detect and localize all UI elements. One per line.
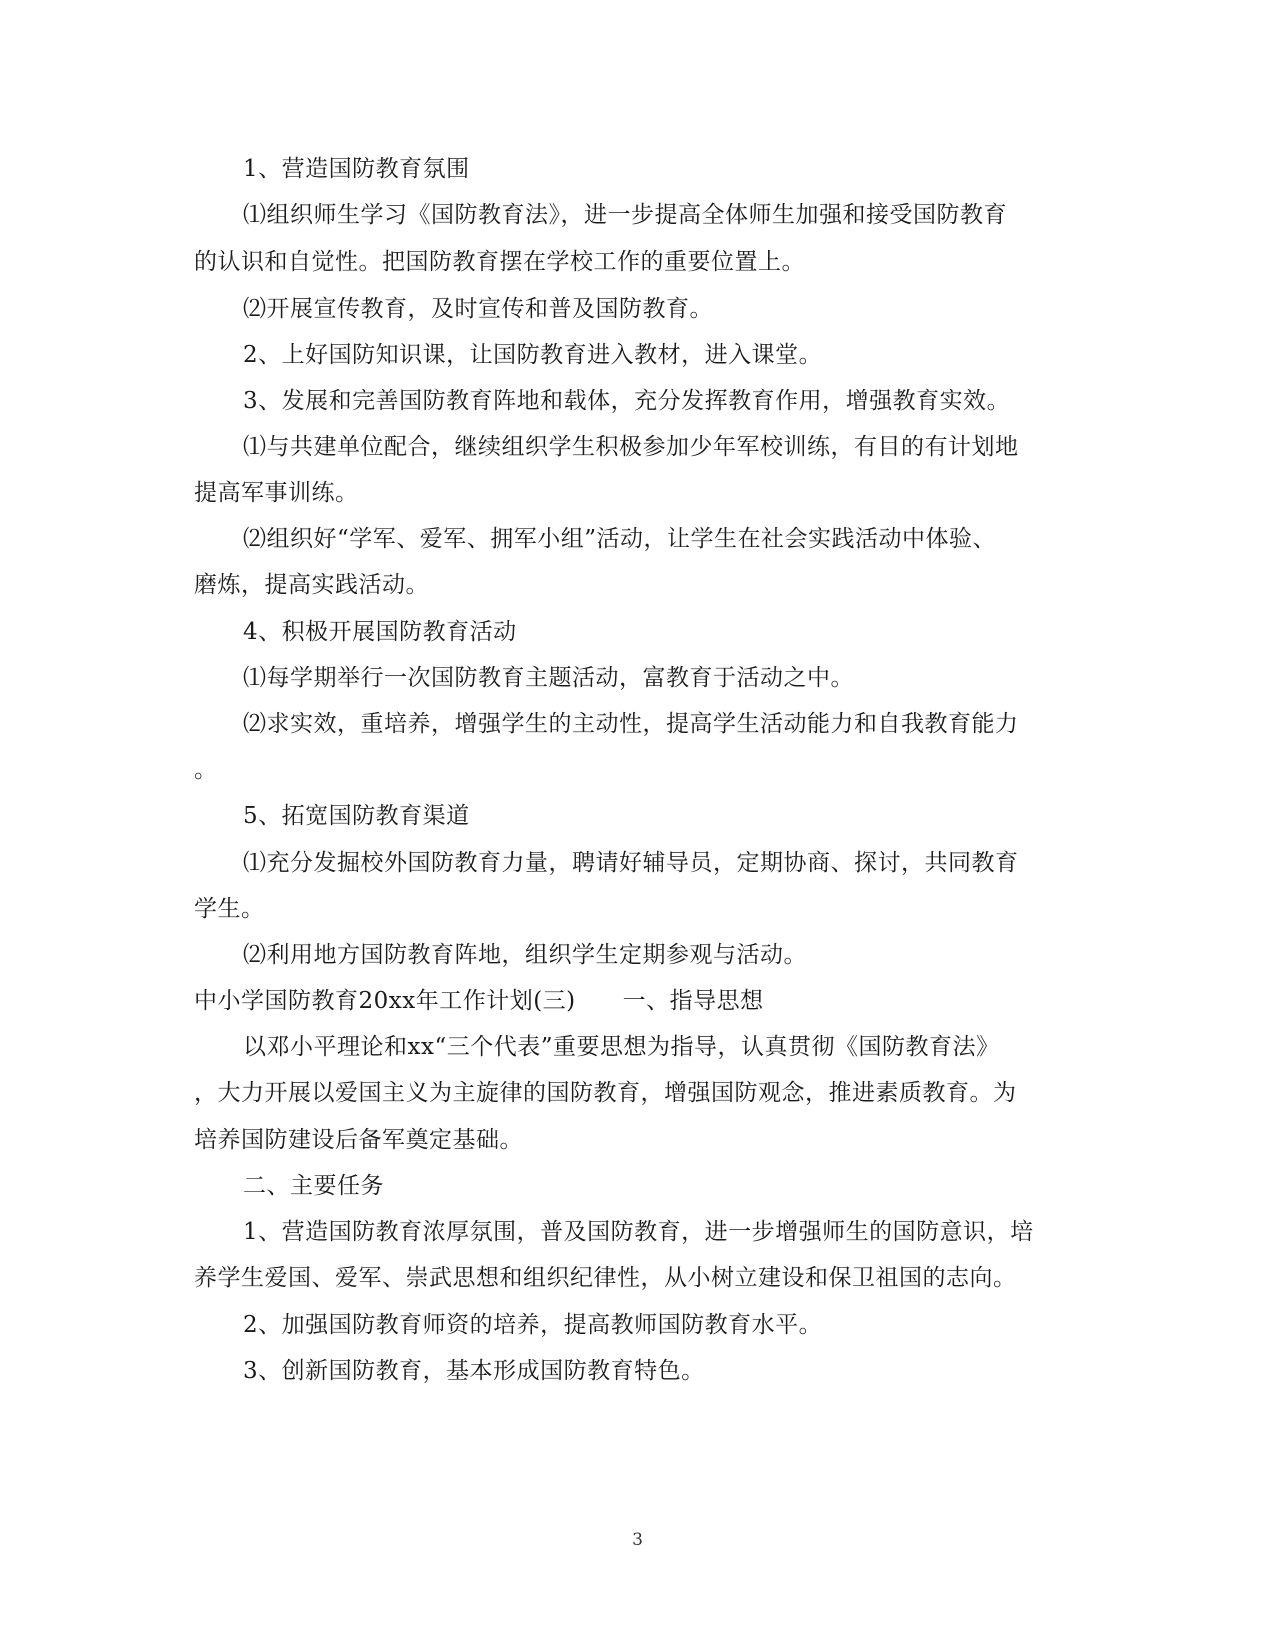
- text-line: 的认识和自觉性。把国防教育摆在学校工作的重要位置上。: [194, 249, 805, 275]
- text-line: 培养国防建设后备军奠定基础。: [194, 1127, 523, 1153]
- text-line: 磨炼，提高实践活动。: [194, 572, 429, 598]
- text-line: 5、拓宽国防教育渠道: [243, 803, 470, 829]
- text-line: 1、营造国防教育浓厚氛围，普及国防教育，进一步增强师生的国防意识，培: [243, 1219, 1034, 1245]
- text-line: 2、上好国防知识课，让国防教育进入教材，进入课堂。: [243, 342, 823, 368]
- text-line: ⑴组织师生学习《国防教育法》，进一步提高全体师生加强和接受国防教育: [243, 202, 1007, 228]
- text-line: ，大力开展以爱国主义为主旋律的国防教育，增强国防观念，推进素质教育。为: [194, 1080, 1017, 1106]
- text-line: 提高军事训练。: [194, 480, 359, 506]
- subsection-heading: 二、主要任务: [243, 1173, 384, 1199]
- text-line: 3、发展和完善国防教育阵地和载体，充分发挥教育作用，增强教育实效。: [243, 388, 1011, 414]
- text-line: ⑵开展宣传教育，及时宣传和普及国防教育。: [243, 296, 713, 322]
- text-line: ⑵利用地方国防教育阵地，组织学生定期参观与活动。: [243, 942, 807, 968]
- text-line: 学生。: [194, 896, 265, 922]
- text-line: ⑵求实效，重培养，增强学生的主动性，提高学生活动能力和自我教育能力: [243, 711, 1019, 737]
- text-line: ⑴充分发掘校外国防教育力量，聘请好辅导员，定期协商、探讨，共同教育: [243, 850, 1019, 876]
- text-line: ⑴每学期举行一次国防教育主题活动，富教育于活动之中。: [243, 665, 854, 691]
- page-number: 3: [632, 1530, 643, 1550]
- section-heading: 中小学国防教育20xx年工作计划(三) 一、指导思想: [194, 988, 764, 1014]
- text-line: ⑴与共建单位配合，继续组织学生积极参加少年军校训练，有目的有计划地: [243, 434, 1019, 460]
- text-line: 4、积极开展国防教育活动: [243, 619, 517, 645]
- text-line: 以邓小平理论和xx“三个代表”重要思想为指导，认真贯彻《国防教育法》: [243, 1034, 1000, 1060]
- text-line: 1、营造国防教育氛围: [243, 156, 470, 182]
- text-line: 。: [194, 757, 218, 783]
- text-line: 2、加强国防教育师资的培养，提高教师国防教育水平。: [243, 1312, 823, 1338]
- text-line: 3、创新国防教育，基本形成国防教育特色。: [243, 1358, 705, 1384]
- text-line: 养学生爱国、爱军、崇武思想和组织纪律性，从小树立建设和保卫祖国的志向。: [194, 1265, 1017, 1291]
- text-line: ⑵组织好“学军、爱军、拥军小组”活动，让学生在社会实践活动中体验、: [243, 526, 997, 552]
